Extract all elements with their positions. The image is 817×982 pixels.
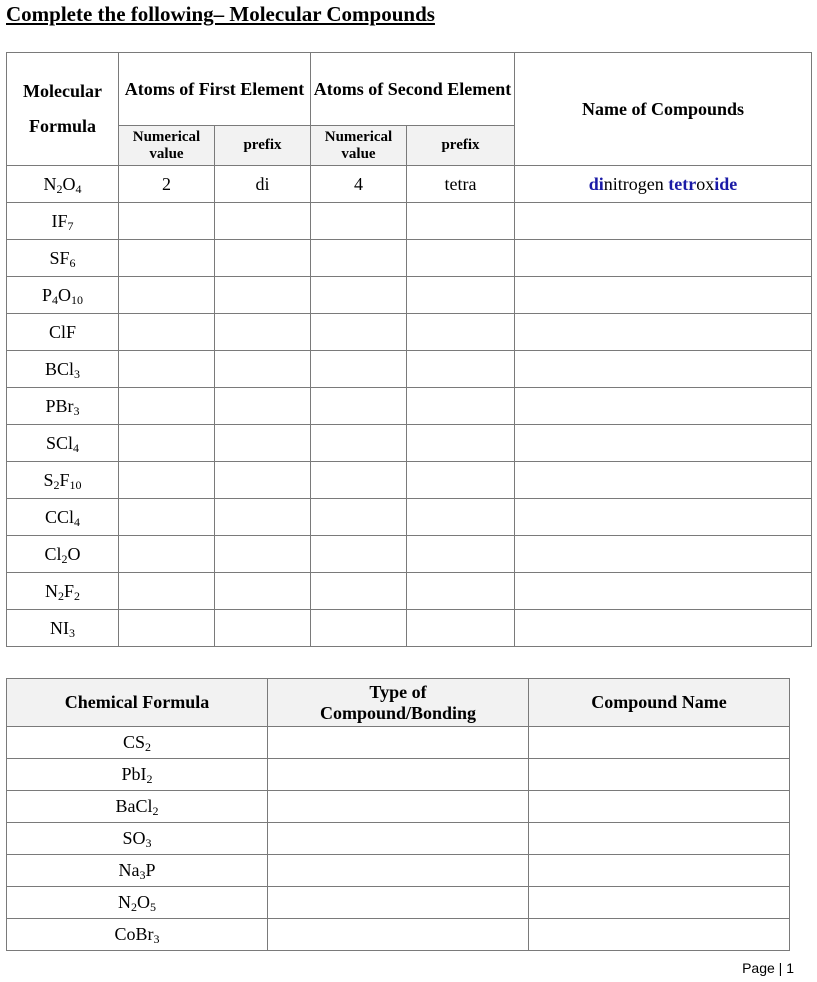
second-numerical-value-input[interactable] [311, 351, 407, 388]
second-prefix-input[interactable] [407, 277, 515, 314]
compound-name-input[interactable] [529, 823, 790, 855]
second-prefix-input[interactable] [407, 573, 515, 610]
subscript: 4 [74, 514, 80, 529]
molecular-compounds-table [6, 52, 812, 647]
second-numerical-value-input[interactable] [311, 425, 407, 462]
table-row [7, 823, 790, 855]
subscript: 2 [145, 740, 152, 754]
subscript: 4 [75, 181, 82, 196]
table-row [7, 536, 812, 573]
table-row [7, 573, 812, 610]
second-numerical-value-input[interactable] [311, 573, 407, 610]
first-prefix-input[interactable] [215, 314, 311, 351]
compound-name-input[interactable] [529, 759, 790, 791]
example-second-prefix: tetra [407, 166, 515, 203]
first-numerical-value-input[interactable] [119, 314, 215, 351]
chemical-formula-cell: CoBr$_3$ [7, 919, 268, 951]
table-row [7, 425, 812, 462]
compound-name-input[interactable] [515, 499, 812, 536]
second-numerical-value-header: Numerical value [311, 126, 407, 166]
table-row [7, 919, 790, 951]
compound-type-input[interactable] [268, 887, 529, 919]
second-numerical-value-input[interactable] [311, 536, 407, 573]
compound-name-input[interactable] [529, 887, 790, 919]
second-prefix-input[interactable] [407, 314, 515, 351]
example-first-numerical-value: 2 [119, 166, 215, 203]
subscript: 2 [61, 551, 68, 566]
first-element-header: Atoms of First Element [119, 53, 311, 126]
subscript: 10 [71, 292, 83, 307]
name-part: nitrogen [603, 173, 669, 194]
example-row [7, 166, 812, 203]
table-row [7, 351, 812, 388]
first-prefix-input[interactable] [215, 573, 311, 610]
chemical-formula-cell: PbI$_2$ [7, 759, 268, 791]
first-prefix-input[interactable] [215, 277, 311, 314]
page-title: Complete the following– Molecular Compounds [6, 2, 435, 26]
formula-cell: $SF_6$ [7, 240, 119, 277]
subscript: 4 [52, 292, 58, 307]
table-row [7, 314, 812, 351]
second-prefix-input[interactable] [407, 203, 515, 240]
table-row [7, 610, 812, 647]
compound-name-header: Compound Name [529, 679, 790, 727]
compound-name-input[interactable] [515, 610, 812, 647]
first-numerical-value-input[interactable] [119, 499, 215, 536]
first-numerical-value-input[interactable] [119, 351, 215, 388]
compound-type-input[interactable] [268, 791, 529, 823]
first-numerical-value-header: Numerical value [119, 126, 215, 166]
table-row [7, 887, 790, 919]
formula-cell: ClF [7, 314, 119, 351]
second-numerical-value-input[interactable] [311, 462, 407, 499]
compound-name-input[interactable] [515, 573, 812, 610]
second-numerical-value-input[interactable] [311, 277, 407, 314]
subscript: 7 [67, 218, 74, 233]
compound-type-input[interactable] [268, 823, 529, 855]
compound-name-input[interactable] [515, 536, 812, 573]
subscript: 2 [131, 900, 137, 914]
second-numerical-value-input[interactable] [311, 388, 407, 425]
first-prefix-input[interactable] [215, 203, 311, 240]
first-numerical-value-input[interactable] [119, 425, 215, 462]
subscript: 2 [57, 588, 64, 603]
second-prefix-input[interactable] [407, 536, 515, 573]
compound-type-input[interactable] [268, 759, 529, 791]
subscript: 2 [152, 804, 159, 818]
subscript: 5 [150, 900, 156, 914]
second-numerical-value-input[interactable] [311, 314, 407, 351]
compound-type-header-line2: Compound/Bonding [319, 702, 477, 723]
subscript: 2 [146, 772, 153, 786]
subscript: 3 [74, 366, 80, 381]
compound-name-input[interactable] [515, 277, 812, 314]
compound-type-header [268, 679, 529, 727]
first-numerical-value-input[interactable] [119, 388, 215, 425]
first-prefix-input[interactable] [215, 610, 311, 647]
page-number: Page | 1 [742, 960, 794, 976]
table-row [7, 499, 812, 536]
compound-name-input[interactable] [515, 351, 812, 388]
table-row [7, 855, 790, 887]
compound-name-input[interactable] [515, 203, 812, 240]
table-row [7, 727, 790, 759]
chemical-formula-cell: $SO_3$ [7, 823, 268, 855]
formula-cell: $NI_3$ [7, 610, 119, 647]
second-numerical-value-input[interactable] [311, 240, 407, 277]
compound-type-header-line1: Type of [369, 681, 427, 702]
compound-name-input[interactable] [515, 462, 812, 499]
compound-type-input[interactable] [268, 727, 529, 759]
chemical-formula-header: Chemical Formula [7, 679, 268, 727]
second-prefix-input[interactable] [407, 610, 515, 647]
subscript: 3 [73, 403, 80, 418]
compound-name-input[interactable] [529, 855, 790, 887]
first-numerical-value-input[interactable] [119, 240, 215, 277]
formula-cell: SCl$_4$ [7, 425, 119, 462]
table-row [7, 388, 812, 425]
compound-name-input[interactable] [515, 314, 812, 351]
example-first-prefix: di [215, 166, 311, 203]
subscript: 3 [69, 625, 75, 640]
subscript: 3 [153, 932, 160, 946]
first-prefix-input[interactable] [215, 536, 311, 573]
formula-cell: $P_4O_{10}$ [7, 277, 119, 314]
table-row [7, 203, 812, 240]
compound-name-input[interactable] [529, 727, 790, 759]
first-numerical-value-input[interactable] [119, 610, 215, 647]
table-row [7, 277, 812, 314]
formula-cell: $Cl_2O$ [7, 536, 119, 573]
first-numerical-value-input[interactable] [119, 277, 215, 314]
table-row [7, 759, 790, 791]
first-numerical-value-input[interactable] [119, 536, 215, 573]
first-numerical-value-input[interactable] [119, 573, 215, 610]
first-numerical-value-input[interactable] [119, 462, 215, 499]
compound-type-input[interactable] [268, 919, 529, 951]
second-prefix-header: prefix [407, 126, 515, 166]
highlighted-name-part: di [588, 173, 604, 194]
second-element-header: Atoms of Second Element [311, 53, 515, 126]
compound-name-input[interactable] [515, 240, 812, 277]
first-prefix-input[interactable] [215, 388, 311, 425]
compound-name-header: Name of Compounds [515, 53, 812, 166]
table-row [7, 240, 812, 277]
first-numerical-value-input[interactable] [119, 203, 215, 240]
second-prefix-input[interactable] [407, 499, 515, 536]
formula-cell: BCl$_3$ [7, 351, 119, 388]
chemical-formula-table [6, 678, 790, 951]
second-numerical-value-input[interactable] [311, 499, 407, 536]
compound-name-input[interactable] [515, 388, 812, 425]
second-prefix-input[interactable] [407, 462, 515, 499]
second-prefix-input[interactable] [407, 388, 515, 425]
formula-cell: PBr$_3$ [7, 388, 119, 425]
compound-name-input[interactable] [529, 919, 790, 951]
subscript: 2 [56, 181, 63, 196]
subscript: 2 [74, 588, 80, 603]
subscript: 10 [69, 477, 82, 492]
compound-name-input[interactable] [529, 791, 790, 823]
subscript: 2 [53, 477, 60, 492]
highlighted-name-part: tetr [668, 173, 697, 194]
first-prefix-header: prefix [215, 126, 311, 166]
formula-cell: CCl$_4$ [7, 499, 119, 536]
formula-cell: $S_2F_{10}$ [7, 462, 119, 499]
compound-name-input[interactable] [515, 425, 812, 462]
chemical-formula-cell: $N_2O_5$ [7, 887, 268, 919]
chemical-formula-cell: $CS_2$ [7, 727, 268, 759]
formula-cell: $IF_7$ [7, 203, 119, 240]
subscript: 3 [145, 836, 152, 850]
name-part: ox [696, 173, 715, 194]
subscript: 4 [73, 440, 80, 455]
molecular-formula-header: Molecular Formula [7, 53, 119, 166]
example-compound-name [515, 166, 812, 203]
subscript: 6 [69, 255, 76, 270]
first-prefix-input[interactable] [215, 351, 311, 388]
compound-type-input[interactable] [268, 855, 529, 887]
table-row [7, 462, 812, 499]
subscript: 3 [139, 868, 146, 882]
example-formula: $N_2O_4$ [7, 166, 119, 203]
first-prefix-input[interactable] [215, 425, 311, 462]
highlighted-name-part: ide [714, 173, 738, 194]
example-second-numerical-value: 4 [311, 166, 407, 203]
second-prefix-input[interactable] [407, 240, 515, 277]
formula-cell: $N_2F_2$ [7, 573, 119, 610]
second-prefix-input[interactable] [407, 351, 515, 388]
second-prefix-input[interactable] [407, 425, 515, 462]
second-numerical-value-input[interactable] [311, 203, 407, 240]
chemical-formula-cell: BaCl$_2$ [7, 791, 268, 823]
chemical-formula-cell: $Na_3P$ [7, 855, 268, 887]
second-numerical-value-input[interactable] [311, 610, 407, 647]
first-prefix-input[interactable] [215, 462, 311, 499]
first-prefix-input[interactable] [215, 499, 311, 536]
first-prefix-input[interactable] [215, 240, 311, 277]
table-row [7, 791, 790, 823]
